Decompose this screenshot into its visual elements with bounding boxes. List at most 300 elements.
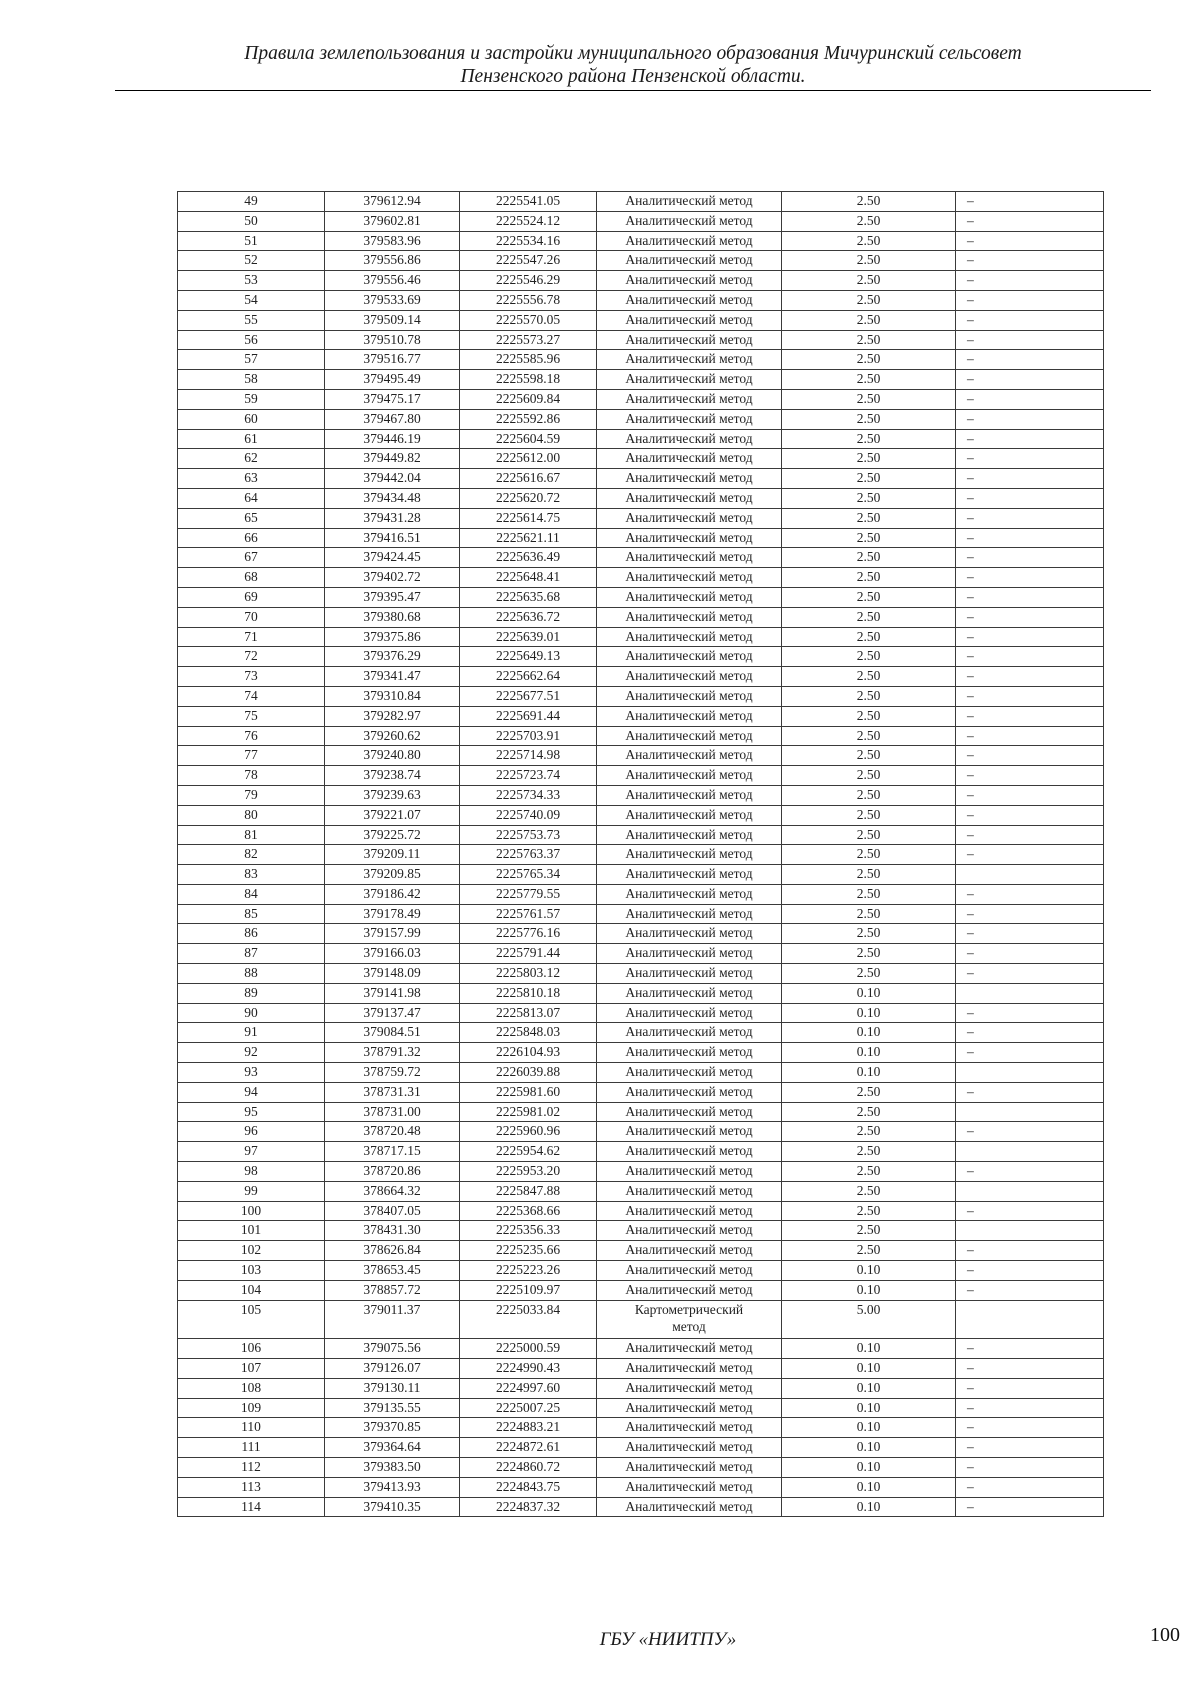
coordinate-1-cell-text: 379475.17 — [363, 390, 421, 406]
method-cell — [597, 726, 782, 746]
method-cell-text: Аналитический метод — [625, 509, 753, 525]
method-cell — [597, 825, 782, 845]
point-number-cell — [178, 1043, 325, 1063]
coordinate-2-cell-text: 2225810.18 — [495, 984, 561, 1000]
table-row — [178, 290, 1104, 310]
accuracy-cell-text: 2.50 — [856, 193, 881, 208]
coordinate-1-cell — [325, 290, 460, 310]
note-cell — [956, 785, 1104, 805]
note-cell-text: – — [967, 786, 974, 802]
coordinate-2-cell — [460, 983, 597, 1003]
accuracy-cell — [782, 884, 956, 904]
coordinate-1-cell — [325, 1438, 460, 1458]
point-number-cell — [178, 706, 325, 726]
point-number-cell — [178, 469, 325, 489]
point-number-cell — [178, 845, 325, 865]
coordinate-1-cell-text: 379011.37 — [363, 1301, 421, 1317]
coordinate-2-cell — [460, 211, 597, 231]
accuracy-cell-text: 2.50 — [856, 1222, 881, 1238]
note-cell — [956, 469, 1104, 489]
coordinate-2-cell-text: 2225803.12 — [495, 965, 561, 981]
note-cell — [956, 1023, 1104, 1043]
accuracy-cell — [782, 647, 956, 667]
note-cell-text: – — [967, 351, 974, 367]
table-row — [178, 1458, 1104, 1478]
point-number-cell-text: 75 — [244, 707, 258, 723]
note-cell-text: – — [967, 608, 974, 624]
table-row — [178, 1261, 1104, 1281]
method-cell-text: Аналитический метод — [625, 1379, 753, 1395]
coordinate-1-cell-text: 379238.74 — [363, 767, 421, 783]
table-row — [178, 964, 1104, 984]
point-number-cell — [178, 310, 325, 330]
point-number-cell — [178, 548, 325, 568]
note-cell — [956, 1082, 1104, 1102]
accuracy-cell — [782, 587, 956, 607]
coordinate-2-cell — [460, 251, 597, 271]
note-cell — [956, 964, 1104, 984]
method-cell-text: Картометрический метод — [634, 1301, 744, 1334]
coordinate-1-cell — [325, 271, 460, 291]
table-row — [178, 1497, 1104, 1517]
point-number-cell-text: 82 — [244, 846, 258, 862]
method-cell-text: Аналитический метод — [625, 668, 753, 684]
method-cell-text: Аналитический метод — [625, 687, 753, 703]
method-cell-text: Аналитический метод — [625, 470, 753, 486]
coordinate-2-cell — [460, 805, 597, 825]
coordinate-1-cell-text: 379583.96 — [363, 232, 421, 248]
coordinate-1-cell-text: 378664.32 — [363, 1182, 421, 1198]
coordinate-1-cell — [325, 686, 460, 706]
accuracy-cell — [782, 1082, 956, 1102]
accuracy-cell-text: 0.10 — [856, 1340, 881, 1356]
note-cell — [956, 1300, 1104, 1339]
table-row — [178, 904, 1104, 924]
point-number-cell-text: 91 — [244, 1024, 258, 1040]
header-title-line-1: Правила землепользования и застройки муниципального образования Мичуринский сельсовет — [244, 43, 1022, 64]
point-number-cell — [178, 528, 325, 548]
coordinate-1-cell-text: 379260.62 — [363, 727, 421, 743]
note-cell-text: – — [967, 450, 974, 466]
coordinate-1-cell — [325, 746, 460, 766]
method-cell — [597, 1122, 782, 1142]
method-cell — [597, 865, 782, 885]
table-row — [178, 469, 1104, 489]
table-row — [178, 1359, 1104, 1379]
method-cell — [597, 409, 782, 429]
coordinate-2-cell-text: 2225573.27 — [495, 331, 561, 347]
method-cell-text: Аналитический метод — [625, 410, 753, 426]
accuracy-cell — [782, 805, 956, 825]
coordinate-1-cell — [325, 587, 460, 607]
table-row — [178, 983, 1104, 1003]
method-cell — [597, 1102, 782, 1122]
note-cell — [956, 825, 1104, 845]
table-row — [178, 627, 1104, 647]
method-cell — [597, 1201, 782, 1221]
coordinate-1-cell-text: 379533.69 — [363, 291, 421, 307]
method-cell-text: Аналитический метод — [625, 212, 753, 228]
method-cell-text: Аналитический метод — [625, 1004, 753, 1020]
coordinate-2-cell-text: 2225954.62 — [495, 1143, 561, 1159]
coordinate-1-cell-text: 379446.19 — [363, 430, 421, 446]
coordinate-2-cell-text: 2225524.12 — [495, 212, 561, 228]
coordinate-1-cell — [325, 409, 460, 429]
coordinate-2-cell — [460, 726, 597, 746]
coordinate-1-cell-text: 379410.35 — [363, 1498, 421, 1514]
point-number-cell — [178, 350, 325, 370]
coordinate-2-cell-text: 2225639.01 — [495, 628, 561, 644]
table-row — [178, 1162, 1104, 1182]
table-row — [178, 231, 1104, 251]
accuracy-cell — [782, 330, 956, 350]
note-cell — [956, 904, 1104, 924]
note-cell — [956, 983, 1104, 1003]
accuracy-cell-text: 2.50 — [856, 1083, 881, 1099]
note-cell — [956, 310, 1104, 330]
coordinate-2-cell — [460, 508, 597, 528]
note-cell-text: – — [967, 371, 974, 387]
coordinate-1-cell — [325, 1043, 460, 1063]
coordinate-1-cell — [325, 825, 460, 845]
coordinate-2-cell — [460, 568, 597, 588]
method-cell-text: Аналитический метод — [625, 707, 753, 723]
coordinate-2-cell — [460, 1181, 597, 1201]
point-number-cell-text: 80 — [244, 806, 258, 822]
accuracy-cell-text: 2.50 — [856, 648, 881, 664]
coordinate-2-cell-text: 2225776.16 — [495, 925, 561, 941]
accuracy-cell-text: 2.50 — [856, 826, 881, 842]
method-cell — [597, 389, 782, 409]
method-cell-text: Аналитический метод — [625, 311, 753, 327]
note-cell-text: – — [967, 212, 974, 228]
accuracy-cell — [782, 1497, 956, 1517]
note-cell — [956, 211, 1104, 231]
coordinate-2-cell — [460, 667, 597, 687]
method-cell — [597, 607, 782, 627]
accuracy-cell — [782, 528, 956, 548]
note-cell-text: – — [967, 1242, 974, 1258]
coordinate-2-cell-text: 2225609.84 — [495, 390, 561, 406]
coordinate-1-cell-text: 379395.47 — [363, 588, 421, 604]
method-cell-text: Аналитический метод — [625, 1459, 753, 1474]
coordinate-2-cell — [460, 350, 597, 370]
note-cell — [956, 528, 1104, 548]
table-row — [178, 746, 1104, 766]
note-cell — [956, 627, 1104, 647]
accuracy-cell — [782, 944, 956, 964]
coordinate-2-cell-text: 2225612.00 — [495, 450, 561, 466]
method-cell-text: Аналитический метод — [625, 1281, 753, 1297]
table-row — [178, 1102, 1104, 1122]
coordinate-1-cell-text: 379370.85 — [363, 1419, 421, 1435]
accuracy-cell-text: 2.50 — [856, 806, 881, 822]
method-cell — [597, 370, 782, 390]
accuracy-cell — [782, 964, 956, 984]
method-cell — [597, 785, 782, 805]
note-cell — [956, 1122, 1104, 1142]
accuracy-cell-text: 2.50 — [856, 371, 881, 387]
coordinate-2-cell-text: 2225614.75 — [495, 509, 561, 525]
point-number-cell-text: 53 — [244, 272, 258, 288]
point-number-cell — [178, 964, 325, 984]
coordinate-2-cell-text: 2225791.44 — [495, 945, 561, 961]
point-number-cell-text: 49 — [244, 193, 258, 208]
accuracy-cell — [782, 1122, 956, 1142]
accuracy-cell — [782, 904, 956, 924]
point-number-cell-text: 89 — [244, 984, 258, 1000]
method-cell — [597, 1497, 782, 1517]
method-cell-text: Аналитический метод — [625, 430, 753, 446]
coordinate-2-cell-text: 2225635.68 — [495, 588, 561, 604]
coordinate-1-cell — [325, 1418, 460, 1438]
accuracy-cell — [782, 1063, 956, 1083]
method-cell — [597, 1162, 782, 1182]
coordinate-2-cell — [460, 488, 597, 508]
table-row — [178, 1082, 1104, 1102]
method-cell-text: Аналитический метод — [625, 826, 753, 842]
point-number-cell — [178, 766, 325, 786]
method-cell — [597, 1082, 782, 1102]
coordinate-1-cell — [325, 192, 460, 212]
coordinate-2-cell-text: 2225235.66 — [495, 1242, 561, 1258]
coordinate-2-cell — [460, 1458, 597, 1478]
header-divider — [115, 90, 1151, 91]
method-cell-text: Аналитический метод — [625, 1340, 753, 1356]
note-cell-text: – — [967, 1360, 974, 1376]
accuracy-cell-text: 2.50 — [856, 588, 881, 604]
table-row — [178, 330, 1104, 350]
coordinate-1-cell-text: 379166.03 — [363, 945, 421, 961]
coordinate-2-cell-text: 2225723.74 — [495, 767, 561, 783]
note-cell-text: – — [967, 1439, 974, 1455]
table-row — [178, 370, 1104, 390]
coordinate-2-cell-text: 2224843.75 — [495, 1478, 561, 1494]
table-row — [178, 1477, 1104, 1497]
accuracy-cell-text: 0.10 — [856, 1281, 881, 1297]
note-cell — [956, 409, 1104, 429]
method-cell — [597, 1003, 782, 1023]
coordinate-2-cell-text: 2225662.64 — [495, 668, 561, 684]
method-cell-text: Аналитический метод — [625, 193, 753, 208]
coordinate-2-cell — [460, 1241, 597, 1261]
table-row — [178, 587, 1104, 607]
coordinate-1-cell-text: 379413.93 — [363, 1478, 421, 1494]
table-row — [178, 1181, 1104, 1201]
coordinate-1-cell-text: 379209.85 — [363, 866, 421, 882]
note-cell-text: – — [967, 193, 974, 208]
table-row — [178, 1003, 1104, 1023]
coordinate-2-cell — [460, 1418, 597, 1438]
accuracy-cell — [782, 1339, 956, 1359]
accuracy-cell — [782, 449, 956, 469]
point-number-cell — [178, 1339, 325, 1359]
accuracy-cell — [782, 310, 956, 330]
table-row — [178, 944, 1104, 964]
note-cell-text: – — [967, 430, 974, 446]
coordinate-2-cell-text: 2225000.59 — [495, 1340, 561, 1356]
coordinate-2-cell — [460, 429, 597, 449]
note-cell — [956, 1181, 1104, 1201]
coordinate-1-cell — [325, 865, 460, 885]
method-cell — [597, 469, 782, 489]
point-number-cell-text: 60 — [244, 410, 258, 426]
accuracy-cell-text: 2.50 — [856, 945, 881, 961]
coordinate-1-cell-text: 379495.49 — [363, 371, 421, 387]
point-number-cell — [178, 805, 325, 825]
method-cell — [597, 983, 782, 1003]
table-row — [178, 409, 1104, 429]
table-row — [178, 528, 1104, 548]
point-number-cell — [178, 587, 325, 607]
table-row — [178, 1280, 1104, 1300]
table-row — [178, 1023, 1104, 1043]
accuracy-cell — [782, 231, 956, 251]
accuracy-cell-text: 2.50 — [856, 1202, 881, 1218]
accuracy-cell-text: 2.50 — [856, 747, 881, 763]
coordinate-1-cell — [325, 1023, 460, 1043]
table-row — [178, 706, 1104, 726]
note-cell-text: – — [967, 1004, 974, 1020]
point-number-cell-text: 88 — [244, 965, 258, 981]
accuracy-cell-text: 0.10 — [856, 1064, 881, 1080]
note-cell-text: – — [967, 529, 974, 545]
note-cell — [956, 330, 1104, 350]
note-cell-text: – — [967, 687, 974, 703]
method-cell — [597, 1378, 782, 1398]
accuracy-cell — [782, 271, 956, 291]
point-number-cell-text: 51 — [244, 232, 258, 248]
method-cell — [597, 330, 782, 350]
point-number-cell — [178, 1241, 325, 1261]
coordinate-2-cell-text: 2224872.61 — [495, 1439, 561, 1455]
method-cell-text: Аналитический метод — [625, 450, 753, 466]
point-number-cell-text: 62 — [244, 450, 258, 466]
coordinate-2-cell — [460, 1339, 597, 1359]
method-cell-text: Аналитический метод — [625, 569, 753, 585]
method-cell-text: Аналитический метод — [625, 1202, 753, 1218]
coordinate-1-cell-text: 379157.99 — [363, 925, 421, 941]
coordinate-1-cell-text: 379416.51 — [363, 529, 421, 545]
coordinate-2-cell-text: 2225981.60 — [495, 1083, 561, 1099]
point-number-cell — [178, 1003, 325, 1023]
coordinate-1-cell-text: 379376.29 — [363, 648, 421, 664]
accuracy-cell-text: 2.50 — [856, 470, 881, 486]
coordinate-1-cell-text: 379221.07 — [363, 806, 421, 822]
point-number-cell — [178, 1181, 325, 1201]
coordinate-2-cell — [460, 1003, 597, 1023]
table-row — [178, 924, 1104, 944]
method-cell — [597, 192, 782, 212]
coordinate-1-cell-text: 379341.47 — [363, 668, 421, 684]
note-cell-text: – — [967, 707, 974, 723]
note-cell — [956, 1063, 1104, 1083]
coordinate-2-cell — [460, 330, 597, 350]
method-cell-text: Аналитический метод — [625, 1182, 753, 1198]
coordinate-2-cell-text: 2225691.44 — [495, 707, 561, 723]
method-cell — [597, 1142, 782, 1162]
note-cell-text: – — [967, 1202, 974, 1218]
method-cell-text: Аналитический метод — [625, 1103, 753, 1119]
table-row — [178, 1142, 1104, 1162]
page-header — [115, 42, 1151, 88]
method-cell — [597, 924, 782, 944]
method-cell-text: Аналитический метод — [625, 331, 753, 347]
accuracy-cell-text: 0.10 — [856, 1004, 881, 1020]
point-number-cell-text: 81 — [244, 826, 258, 842]
point-number-cell-text: 77 — [244, 747, 258, 763]
method-cell-text: Аналитический метод — [625, 252, 753, 268]
method-cell-text: Аналитический метод — [625, 1419, 753, 1435]
point-number-cell-text: 79 — [244, 786, 258, 802]
point-number-cell — [178, 983, 325, 1003]
table-row — [178, 766, 1104, 786]
point-number-cell-text: 54 — [244, 291, 258, 307]
coordinate-2-cell-text: 2225847.88 — [495, 1182, 561, 1198]
accuracy-cell-text: 2.50 — [856, 846, 881, 862]
accuracy-cell — [782, 667, 956, 687]
coordinate-2-cell-text: 2225813.07 — [495, 1004, 561, 1020]
table-row — [178, 1398, 1104, 1418]
point-number-cell — [178, 924, 325, 944]
method-cell-text: Аналитический метод — [625, 965, 753, 981]
coordinate-2-cell — [460, 607, 597, 627]
point-number-cell-text: 109 — [240, 1399, 262, 1415]
accuracy-cell-text: 0.10 — [856, 1360, 881, 1376]
point-number-cell — [178, 1359, 325, 1379]
note-cell-text: – — [967, 1262, 974, 1278]
coordinate-1-cell-text: 378653.45 — [363, 1262, 421, 1278]
coordinate-2-cell-text: 2225592.86 — [495, 410, 561, 426]
coordinate-2-cell-text: 2225368.66 — [495, 1202, 561, 1218]
table-row — [178, 1438, 1104, 1458]
method-cell-text: Аналитический метод — [625, 1143, 753, 1159]
method-cell — [597, 904, 782, 924]
accuracy-cell — [782, 1181, 956, 1201]
method-cell — [597, 1063, 782, 1083]
coordinate-1-cell-text: 379084.51 — [363, 1024, 421, 1040]
method-cell — [597, 746, 782, 766]
table-row — [178, 192, 1104, 212]
method-cell-text: Аналитический метод — [625, 272, 753, 288]
point-number-cell — [178, 370, 325, 390]
accuracy-cell — [782, 1261, 956, 1281]
coordinate-2-cell — [460, 389, 597, 409]
accuracy-cell — [782, 1201, 956, 1221]
coordinate-1-cell-text: 379135.55 — [363, 1399, 421, 1415]
point-number-cell — [178, 568, 325, 588]
coordinate-2-cell — [460, 944, 597, 964]
accuracy-cell — [782, 548, 956, 568]
coordinate-1-cell — [325, 528, 460, 548]
coordinate-2-cell — [460, 1162, 597, 1182]
coordinate-2-cell — [460, 884, 597, 904]
point-number-cell — [178, 1082, 325, 1102]
note-cell — [956, 370, 1104, 390]
table-row — [178, 251, 1104, 271]
coordinate-1-cell — [325, 350, 460, 370]
coordinate-1-cell-text: 378791.32 — [363, 1044, 421, 1060]
table-row — [178, 1378, 1104, 1398]
coordinate-2-cell-text: 2225714.98 — [495, 747, 561, 763]
note-cell — [956, 1221, 1104, 1241]
coordinate-1-cell-text: 379516.77 — [363, 351, 421, 367]
coordinate-1-cell — [325, 370, 460, 390]
coordinate-2-cell-text: 2225761.57 — [495, 905, 561, 921]
coordinate-1-cell — [325, 1261, 460, 1281]
coordinate-2-cell — [460, 1438, 597, 1458]
coordinate-1-cell — [325, 1102, 460, 1122]
